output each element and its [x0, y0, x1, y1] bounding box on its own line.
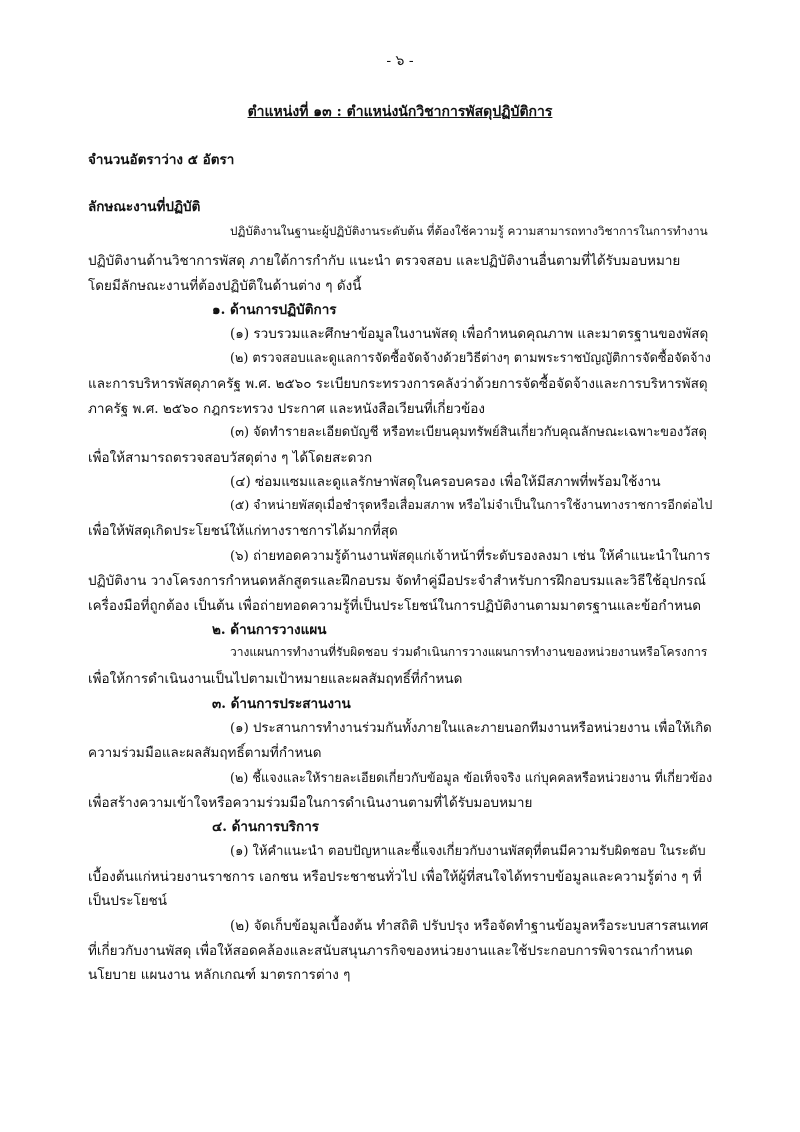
heading-service: ๔. ด้านการบริการ	[212, 819, 320, 835]
item-text: (๒) จัดเก็บข้อมูลเบื้องต้น ทำสถิติ ปรับปรุง หรือจัดทำฐานข้อมูลหรือระบบสารสนเทศ	[230, 918, 709, 934]
item-text: ภาครัฐ พ.ศ. ๒๕๖๐ กฎกระทรวง ประกาศ และหนังสือเวียนที่เกี่ยวข้อง	[88, 401, 486, 417]
item-text: และการบริหารพัสดุภาครัฐ พ.ศ. ๒๕๖๐ ระเบียบกระทรวงการคลังว่าด้วยการจัดซื้อจัดจ้างและการบริหารพัสดุ	[88, 376, 708, 392]
item-text: เป็นประโยชน์	[88, 893, 168, 909]
item-text: (๕) จำหน่ายพัสดุเมื่อชำรุดหรือเสื่อมสภาพ หรือไม่จำเป็นในการใช้งานทางราชการอีกต่อไป	[230, 497, 713, 512]
item-text: (๖) ถ่ายทอดความรู้ด้านงานพัสดุแก่เจ้าหน้าที่ระดับรองลงมา เช่น ให้คำแนะนำในการ	[230, 549, 711, 564]
heading-coordination: ๓. ด้านการประสานงาน	[212, 696, 351, 712]
page-number: - ๖ -	[386, 53, 414, 69]
item-text: เพื่อให้พัสดุเกิดประโยชน์ให้แก่ทางราชการได้มากที่สุด	[88, 523, 398, 539]
intro-line: โดยมีลักษณะงานที่ต้องปฏิบัติในด้านต่าง ๆ ดังนี้	[88, 278, 362, 294]
item-text: นโยบาย แผนงาน หลักเกณฑ์ มาตรการต่าง ๆ	[88, 967, 351, 983]
item-text: ความร่วมมือและผลสัมฤทธิ์ตามที่กำหนด	[88, 745, 322, 761]
item-text: เพื่อให้สามารถตรวจสอบวัสดุต่าง ๆ ได้โดยสะดวก	[88, 450, 373, 466]
position-title: ตำแหน่งที่ ๑๓ : ตำแหน่งนักวิชาการพัสดุปฏิบัติการ	[247, 104, 553, 120]
item-text: ปฏิบัติงาน วางโครงการกำหนดหลักสูตรและฝึกอบรม จัดทำคู่มือประจำสำหรับการฝึกอบรมและวิธีใช้อุปกรณ์	[88, 573, 706, 589]
item-text: เบื้องต้นแก่หน่วยงานราชการ เอกชน หรือประชาชนทั่วไป เพื่อให้ผู้ที่สนใจได้ทราบข้อมูลและความรู้ต่าง ๆ ที่	[88, 869, 702, 885]
item-text: (๒) ชี้แจงและให้รายละเอียดเกี่ยวกับข้อมูล ข้อเท็จจริง แก่บุคคลหรือหน่วยงาน ที่เกี่ยวข้อง	[230, 771, 713, 786]
intro-line: ปฏิบัติงานด้านวิชาการพัสดุ ภายใต้การกำกับ แนะนำ ตรวจสอบ และปฏิบัติงานอื่นตามที่ได้รับมอบหมาย	[88, 253, 681, 269]
vacancy-count: จำนวนอัตราว่าง ๕ อัตรา	[88, 152, 235, 168]
heading-planning: ๒. ด้านการวางแผน	[212, 622, 327, 638]
item-text: (๑) ประสานการทำงานร่วมกันทั้งภายในและภายนอกทีมงานหรือหน่วยงาน เพื่อให้เกิด	[230, 721, 712, 736]
item-text: ที่เกี่ยวกับงานพัสดุ เพื่อให้สอดคล้องและสนับสนุนภารกิจของหน่วยงานและใช้ประกอบการพิจารณากำหนด	[88, 943, 693, 959]
item-text: (๓) จัดทำรายละเอียดบัญชี หรือทะเบียนคุมทรัพย์สินเกี่ยวกับคุณลักษณะเฉพาะของวัสดุ	[230, 425, 707, 440]
heading-operations: ๑. ด้านการปฏิบัติการ	[212, 302, 337, 318]
item-text: วางแผนการทำงานที่รับผิดชอบ ร่วมดำเนินการวางแผนการทำงานของหน่วยงานหรือโครงการ	[230, 645, 708, 659]
item-text: เพื่อให้การดำเนินงานเป็นไปตามเป้าหมายและผลสัมฤทธิ์ที่กำหนด	[88, 671, 463, 687]
item-text: (๒) ตรวจสอบและดูแลการจัดซื้อจัดจ้างด้วยวิธีต่างๆ ตามพระราชบัญญัติการจัดซื้อจัดจ้าง	[230, 351, 711, 366]
item-text: (๑) รวบรวมและศึกษาข้อมูลในงานพัสดุ เพื่อกำหนดคุณภาพ และมาตรฐานของพัสดุ	[230, 326, 709, 342]
item-text: (๔) ซ่อมแซมและดูแลรักษาพัสดุในครอบครอง เพื่อให้มีสภาพที่พร้อมใช้งาน	[230, 474, 661, 490]
intro-line: ปฏิบัติงานในฐานะผู้ปฏิบัติงานระดับต้น ที่ต้องใช้ความรู้ ความสามารถทางวิชาการในการทำงาน	[230, 224, 708, 238]
item-text: เครื่องมือที่ถูกต้อง เป็นต้น เพื่อถ่ายทอดความรู้ที่เป็นประโยชน์ในการปฏิบัติงานตามมาตรฐานและข้อกำหนด	[88, 598, 702, 614]
section-heading: ลักษณะงานที่ปฏิบัติ	[88, 199, 201, 215]
item-text: (๑) ให้คำแนะนำ ตอบปัญหาและชี้แจงเกี่ยวกับงานพัสดุที่ตนมีความรับผิดชอบ ในระดับ	[230, 844, 706, 859]
item-text: เพื่อสร้างความเข้าใจหรือความร่วมมือในการดำเนินงานตามที่ได้รับมอบหมาย	[88, 795, 533, 811]
